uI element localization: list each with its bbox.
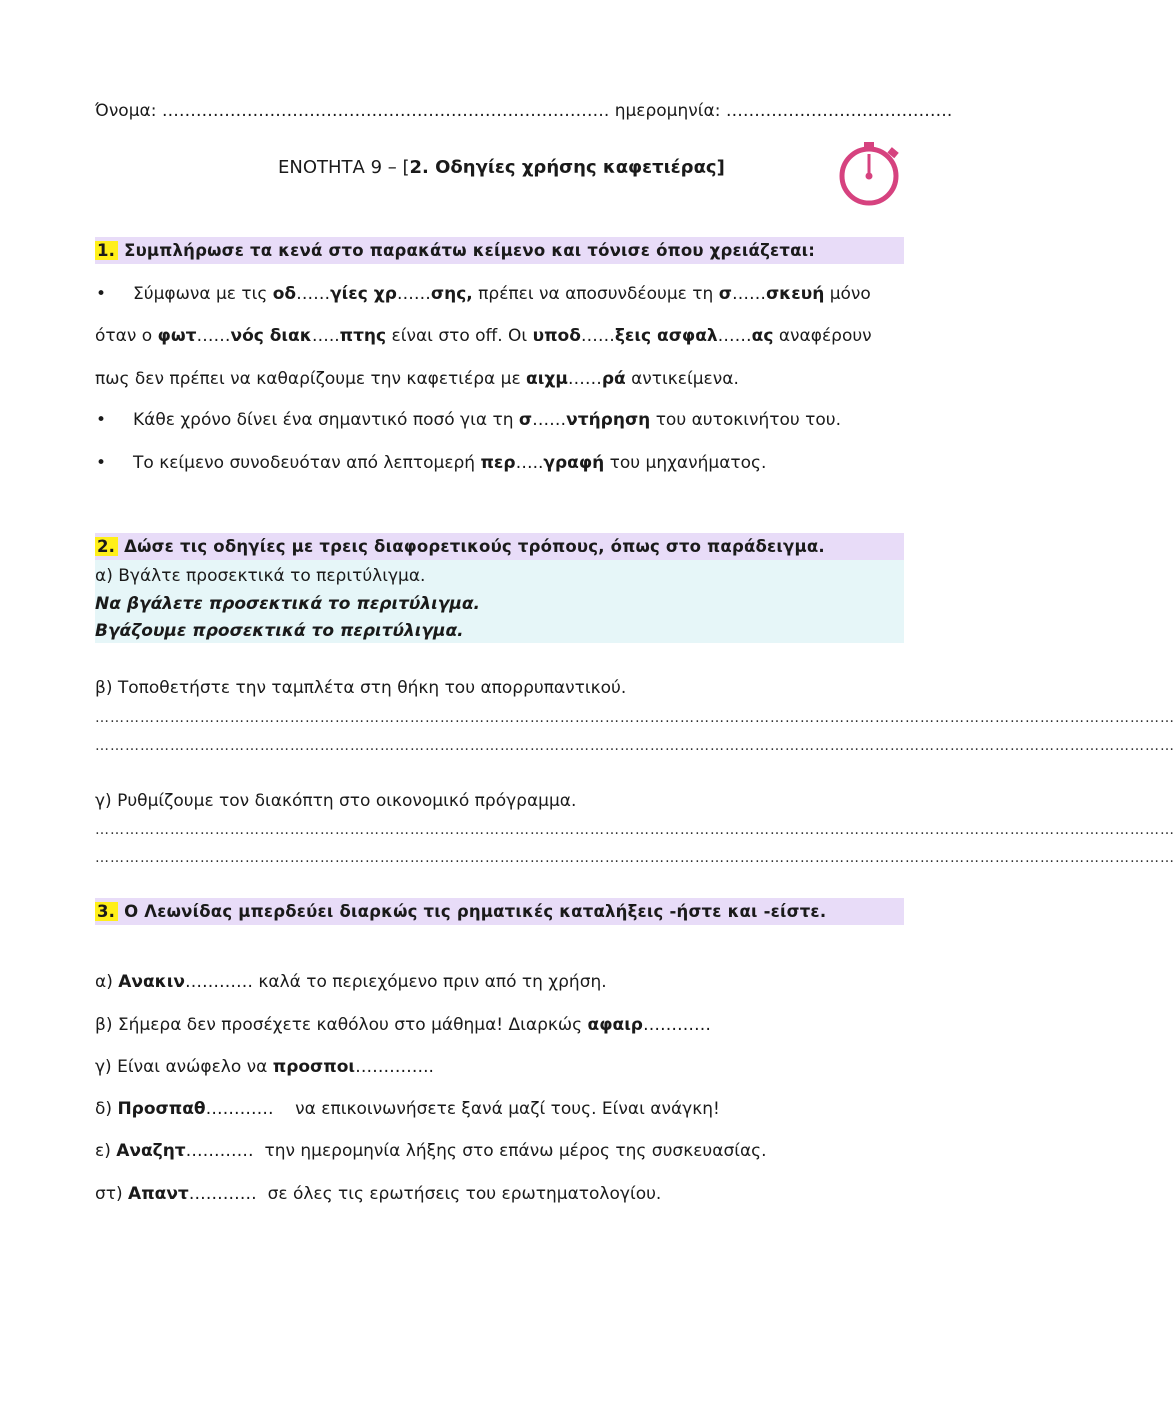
exercise-3-item-c: γ) Είναι ανώφελο να προσποι………….. [95,1057,434,1077]
answer-line[interactable]: ……………………………………………………………………………………………………………………………………………………………………………………………… [95,822,1175,838]
section-3-number: 3. [95,902,118,921]
example-na-form: Να βγάλετε προσεκτικά το περιτύλιγμα. [95,594,481,614]
unit-label: ΕΝΟΤΗΤΑ 9 – [ [278,157,410,178]
section-1-line-3: πως δεν πρέπει να καθαρίζουμε την καφετιέρα με αιχμ……ρά αντικείμενα. [95,369,739,389]
answer-line[interactable]: ……………………………………………………………………………………………………………………………………………………………………………………………… [95,738,1175,754]
section-3-header [95,898,904,925]
exercise-3-item-a: α) Ανακιν………… καλά το περιεχόμενο πριν από τη χρήση. [95,972,607,992]
blank[interactable]: ………… [184,972,253,992]
blank[interactable]: …… [567,369,602,389]
name-field-line [95,101,952,121]
section-2-header [95,533,904,560]
example-box [95,560,904,643]
blank[interactable]: ………… [642,1015,711,1035]
section-1-header [95,237,904,264]
blank[interactable]: …… [731,284,766,304]
exercise-2-item-b: β) Τοποθετήστε την ταμπλέτα στη θήκη του απορρυπαντικού. [95,678,627,698]
exercise-3-item-b: β) Σήμερα δεν προσέχετε καθόλου στο μάθημα! Διαρκώς αφαιρ………… [95,1015,711,1035]
worksheet-title [278,157,725,178]
exercise-3-item-d: δ) Προσπαθ………… να επικοινωνήσετε ξανά μαζί τους. Είναι ανάγκη! [95,1099,720,1119]
blank[interactable]: ………… [185,1141,254,1161]
lesson-title: 2. Οδηγίες χρήσης καφετιέρας] [409,157,725,178]
section-2-number: 2. [95,537,118,556]
name-label: Όνομα: [95,101,157,121]
answer-line[interactable]: ……………………………………………………………………………………………………………………………………………………………………………………………… [95,710,1175,726]
blank[interactable]: …… [717,326,752,346]
stopwatch-icon [834,140,906,208]
section-1-line-2: όταν ο φωτ……νός διακ…..πτης είναι στο off. Οι υποδ……ξεις ασφαλ……ας αναφέρουν [95,326,872,346]
exercise-3-item-e: ε) Αναζητ………… την ημερομηνία λήξης στο επάνω μέρος της συσκευασίας. [95,1141,767,1161]
exercise-2-item-c: γ) Ρυθμίζουμε τον διακόπτη στο οικονομικό πρόγραμμα. [95,791,577,811]
blank[interactable]: …… [580,326,615,346]
section-1-number: 1. [95,241,118,260]
bullet-3: • [96,453,107,473]
blank[interactable]: ….. [311,326,340,346]
example-imperative: α) Βγάλτε προσεκτικά το περιτύλιγμα. [95,566,426,586]
bullet-1: • [96,284,107,304]
blank[interactable]: ………… [205,1099,274,1119]
blank[interactable]: …… [396,284,431,304]
section-1-title: Συμπλήρωσε τα κενά στο παρακάτω κείμενο και τόνισε όπου χρειάζεται: [124,241,816,260]
example-we-form: Βγάζουμε προσεκτικά το περιτύλιγμα. [95,621,464,641]
blank[interactable]: ………… [188,1184,257,1204]
blank[interactable]: …… [532,410,567,430]
answer-line[interactable]: ……………………………………………………………………………………………………………………………………………………………………………………………… [95,850,1175,866]
section-1-line-4: Κάθε χρόνο δίνει ένα σημαντικό ποσό για τη σ……ντήρηση του αυτοκινήτου του. [133,410,842,430]
blank[interactable]: …… [196,326,231,346]
name-blank[interactable]: ……………………………………………………………………. [161,101,610,121]
bullet-2: • [96,410,107,430]
blank[interactable]: …… [296,284,331,304]
section-1-line-5: Το κείμενο συνοδευόταν από λεπτομερή περ…..γραφή του μηχανήματος. [133,453,767,473]
stopwatch-center [866,173,873,180]
section-3-title: Ο Λεωνίδας μπερδεύει διαρκώς τις ρηματικές καταλήξεις -ήστε και -είστε. [124,902,827,921]
exercise-3-item-f: στ) Απαντ………… σε όλες τις ερωτήσεις του ερωτηματολογίου. [95,1184,662,1204]
section-1-line-1: Σύμφωνα με τις οδ……γίες χρ……σης, πρέπει να αποσυνδέουμε τη σ……σκευή μόνο [133,284,871,304]
blank[interactable]: ………….. [355,1057,434,1077]
date-blank[interactable]: …………………………………. [725,101,953,121]
blank[interactable]: ….. [515,453,544,473]
section-2-title: Δώσε τις οδηγίες με τρεις διαφορετικούς τρόπους, όπως στο παράδειγμα. [124,537,825,556]
date-label: ημερομηνία: [614,101,721,121]
